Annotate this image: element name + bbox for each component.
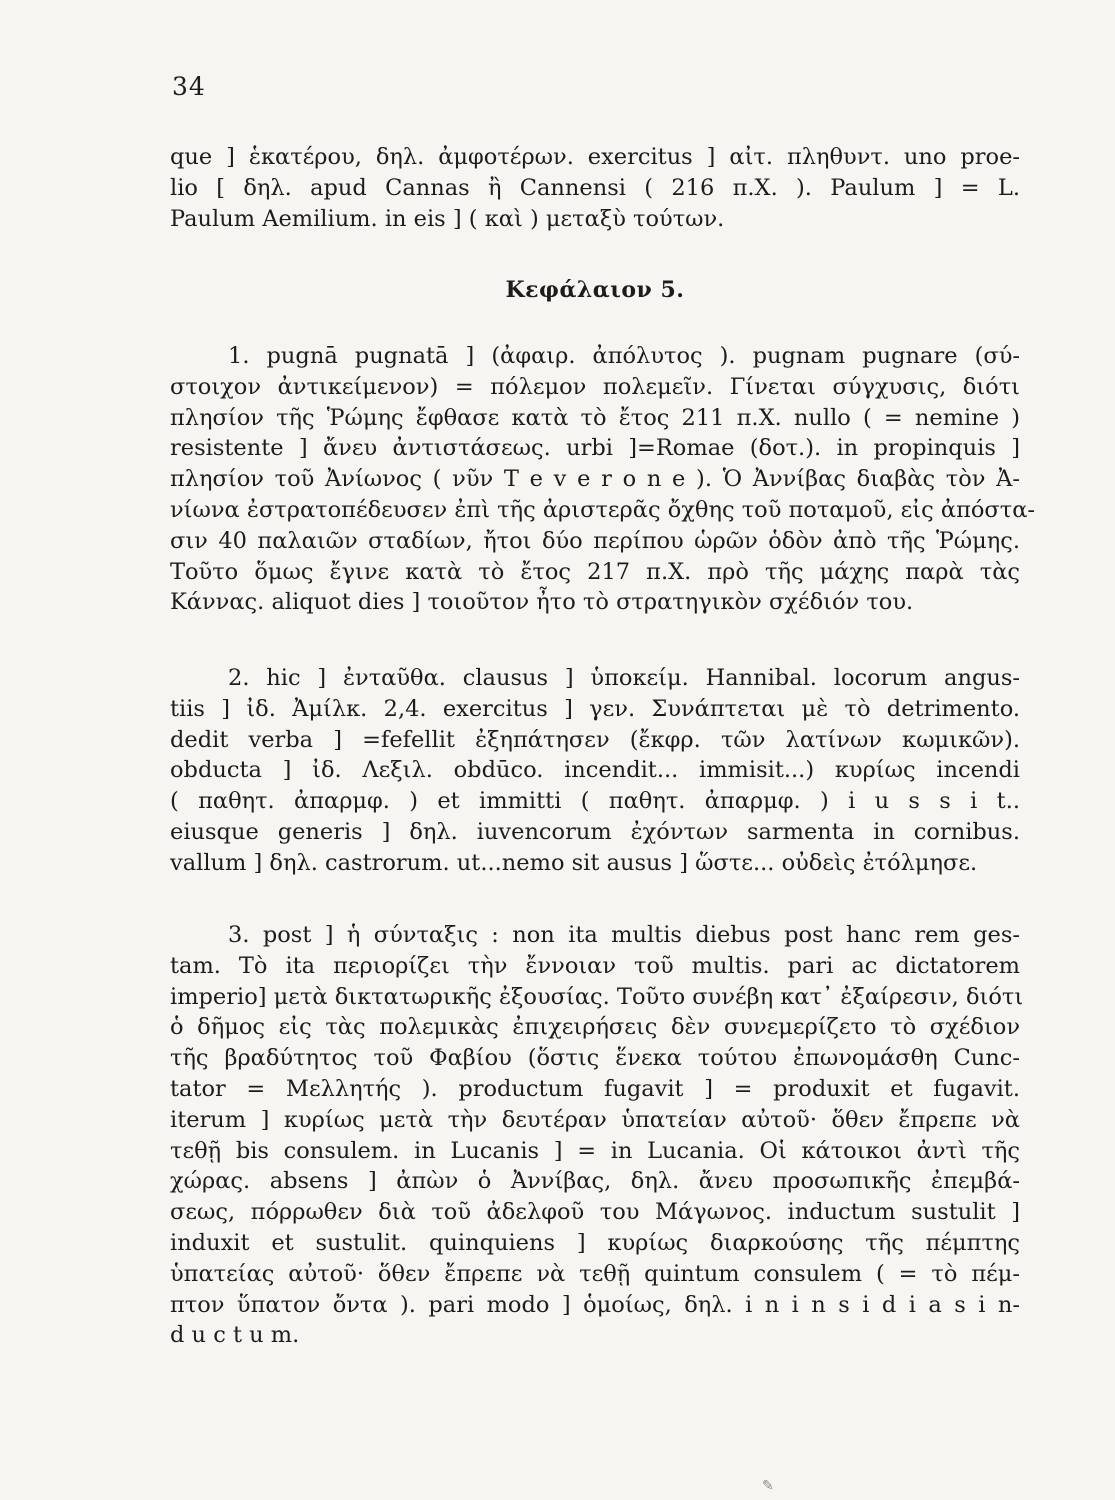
text-line: νίωνα ἐστρατοπέδευσεν ἐπὶ τῆς ἀριστερᾶς ὄχθης τοῦ ποταμοῦ, εἰς ἀπόστα- (170, 496, 1036, 523)
text-line: 1. pugnā pugnatā ] (ἀφαιρ. ἀπόλυτος ). pugnam pugnare (σύ- (228, 343, 1020, 369)
section-1-paragraph (170, 341, 1036, 618)
text-line: πτον ὕπατον ὄντα ). pari modo ] ὁμοίως, δηλ. i n i n s i d i a s i n- (170, 1291, 1020, 1318)
text-line: tiis ] ἰδ. Ἀμίλκ. 2,4. exercitus ] γεν. Συνάπτεται μὲ τὸ detrimento. (170, 695, 1020, 722)
text-line: 2. hic ] ἐνταῦθα. clausus ] ὑποκείμ. Hannibal. locorum angus- (228, 665, 1020, 691)
text-line: σιν 40 παλαιῶν σταδίων, ἤτοι δύο περίπου ὡρῶν ὁδὸν ἀπὸ τῆς Ῥώμης. (170, 527, 1020, 554)
chapter-heading: Κεφάλαιον 5. (505, 277, 685, 303)
text-line: resistente ] ἄνευ ἀντιστάσεως. urbi ]=Romae (δοτ.). in propinquis ] (170, 435, 1020, 462)
page-number: 34 (172, 72, 206, 101)
text-line: imperio] μετὰ δικτατωρικῆς ἐξουσίας. Τοῦτο συνέβη κατ᾽ ἐξαίρεσιν, διότι (170, 983, 1024, 1010)
text-line: dedit verba ] =fefellit ἐξηπάτησεν (ἔκφρ. τῶν λατίνων κωμικῶν). (170, 726, 1020, 753)
text-line: τεθῇ bis consulem. in Lucanis ] = in Lucania. Οἱ κάτοικοι ἀντὶ τῆς (170, 1137, 1020, 1164)
text-line: obducta ] ἰδ. Λεξιλ. obdūco. incendit... immisit...) κυρίως incendi (170, 757, 1020, 784)
text-line: ( παθητ. ἀπαρμφ. ) et immitti ( παθητ. ἀπαρμφ. ) i u s s i t.. (170, 788, 1020, 815)
text-line: tator = Μελλητής ). productum fugavit ] = produxit et fugavit. (170, 1075, 1020, 1102)
text-line: iterum ] κυρίως μετὰ τὴν δευτέραν ὑπατείαν αὐτοῦ· ὅθεν ἔπρεπε νὰ (170, 1106, 1020, 1133)
text-line: Κάννας. aliquot dies ] τοιοῦτον ἦτο τὸ στρατηγικὸν σχέδιόν του. (170, 589, 914, 616)
text-line: lio [ δηλ. apud Cannas ἢ Cannensi ( 216 π.Χ. ). Paulum ] = L. (170, 174, 1020, 201)
text-line: tam. Τὸ ita περιορίζει τὴν ἔννοιαν τοῦ multis. pari ac dictatorem (170, 952, 1020, 979)
section-3-paragraph (170, 920, 1024, 1351)
text-line: πλησίον τῆς Ῥώμης ἔφθασε κατὰ τὸ ἔτος 211 π.Χ. nullo ( = nemine ) (170, 404, 1020, 431)
text-line: Τοῦτο ὅμως ἔγινε κατὰ τὸ ἔτος 217 π.Χ. πρὸ τῆς μάχης παρὰ τὰς (170, 558, 1020, 585)
text-line: induxit et sustulit. quinquiens ] κυρίως διαρκούσης τῆς πέμπτης (170, 1229, 1020, 1256)
text-line: 3. post ] ἡ σύνταξις : non ita multis diebus post hanc rem ges- (228, 922, 1020, 948)
text-line: σεως, πόρρωθεν διὰ τοῦ ἀδελφοῦ του Μάγωνος. inductum sustulit ] (170, 1199, 1020, 1226)
intro-paragraph (170, 142, 1020, 234)
text-line: ὁ δῆμος εἰς τὰς πολεμικὰς ἐπιχειρήσεις δὲν συνεμερίζετο τὸ σχέδιον (170, 1014, 1020, 1041)
section-2-paragraph (170, 663, 1020, 879)
text-line: que ] ἑκατέρου, δηλ. ἀμφοτέρων. exercitus ] αἰτ. πληθυντ. uno proe- (170, 144, 1020, 170)
text-line: τῆς βραδύτητος τοῦ Φαβίου (ὅστις ἕνεκα τούτου ἐπωνομάσθη Cunc- (170, 1045, 1020, 1072)
text-line: στοιχον ἀντικείμενον) = πόλεμον πολεμεῖν. Γίνεται σύγχυσις, διότι (170, 373, 1020, 400)
text-line: vallum ] δηλ. castrorum. ut...nemo sit ausus ] ὥστε... οὐδεὶς ἐτόλμησε. (170, 849, 978, 876)
ink-speck-icon: ✎ (762, 1478, 774, 1494)
text-line: d u c t u m. (170, 1322, 300, 1349)
text-line: ὑπατείας αὐτοῦ· ὅθεν ἔπρεπε νὰ τεθῇ quintum consulem ( = τὸ πέμ- (170, 1260, 1020, 1287)
text-line: eiusque generis ] δηλ. iuvencorum ἐχόντων sarmenta in cornibus. (170, 818, 1020, 845)
text-line: πλησίον τοῦ Ἀνίωνος ( νῦν T e v e r o n e ). Ὁ Ἀννίβας διαβὰς τὸν Ἀ- (170, 466, 1020, 493)
text-line: Paulum Aemilium. in eis ] ( καὶ ) μεταξὺ τούτων. (170, 205, 725, 232)
text-line: χώρας. absens ] ἀπὼν ὁ Ἀννίβας, δηλ. ἄνευ προσωπικῆς ἐπεμβά- (170, 1168, 1020, 1195)
